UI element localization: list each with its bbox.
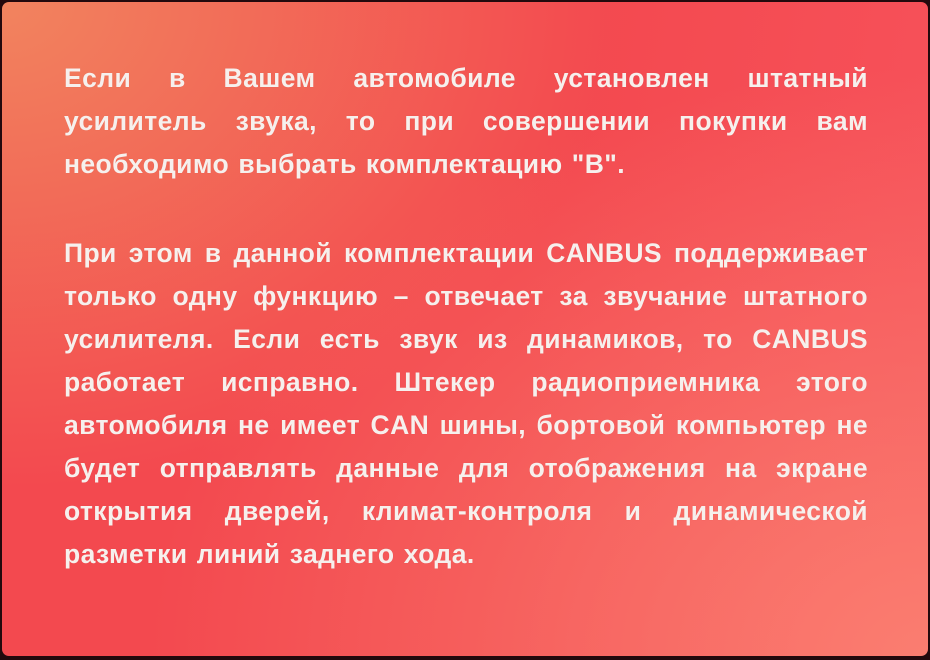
paragraph-canbus-note: При этом в данной комплектации CANBUS поддерживает только одну функцию – отвечает за звучание штатного усилителя. Если есть звук из динамиков, то CANBUS работает исправно. Штекер радиоприемника этого автомобиля не имеет CAN шины, бортовой компьютер не будет отправлять данные для отображения на экране открытия дверей, климат-контроля и динамической разметки линий заднего хода. — [64, 238, 868, 569]
gradient-background-card — [2, 2, 928, 656]
paragraph-amplifier-note: Если в Вашем автомобиле установлен штатный усилитель звука, то при совершении покупки вам необходимо выбрать комплектацию "B". — [64, 63, 868, 179]
info-text-block — [64, 57, 868, 576]
